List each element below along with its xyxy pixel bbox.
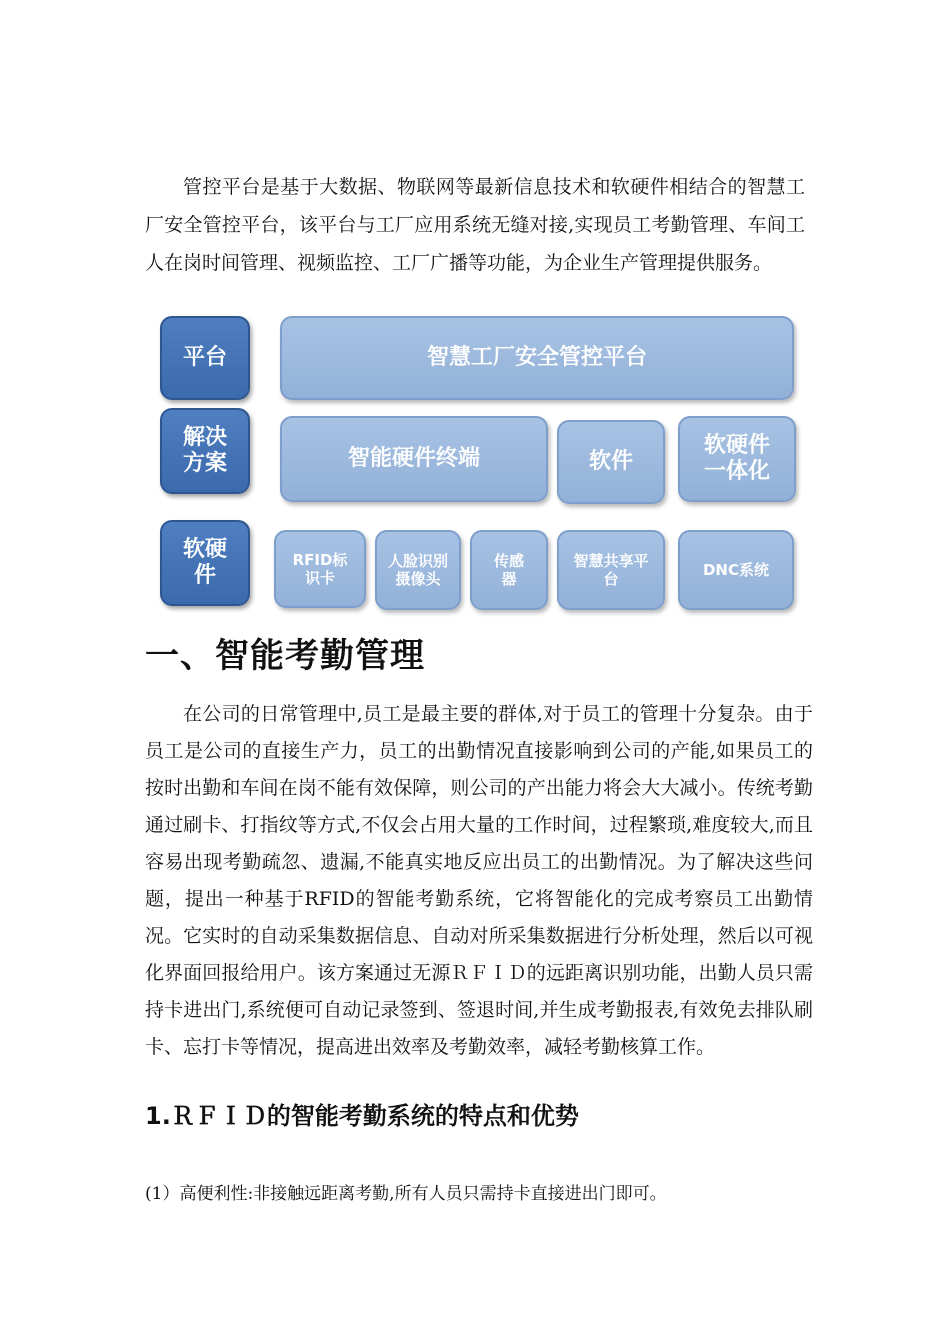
intro-paragraph: 管控平台是基于大数据、物联网等最新信息技术和软硬件相结合的智慧工厂安全管控平台，该平台与工厂应用系统无缝对接,实现员工考勤管理、车间工人在岗时间管理、视频监控、工厂广播等功能，为企业生产管理提供服务。 <box>145 176 805 274</box>
hardware-item-sharing-platform-text: 智慧共享平台 <box>573 552 649 588</box>
platform-item-smart-factory: 智慧工厂安全管控平台 <box>280 316 794 400</box>
row-label-solution-text: 解决方案 <box>182 425 227 476</box>
row-label-solution <box>160 408 250 494</box>
hardware-item-sharing-platform <box>557 530 665 610</box>
hardware-item-rfid-card <box>274 530 366 608</box>
hardware-item-sensor <box>470 530 548 610</box>
row-label-hardware-text: 软硬件 <box>182 537 227 588</box>
solution-item-integrated <box>678 416 796 502</box>
hardware-item-sensor-text: 传感器 <box>493 552 524 588</box>
hardware-item-dnc-system: DNC系统 <box>678 530 794 610</box>
solution-item-software: 软件 <box>557 420 665 504</box>
row-label-hardware <box>160 520 250 606</box>
hardware-item-rfid-card-text: RFID标识卡 <box>292 551 348 587</box>
subsection-heading-rfid-features: 1.ＲＦＩＤ的智能考勤系统的特点和优势 <box>145 1102 579 1130</box>
hardware-item-face-camera <box>375 530 461 610</box>
feature-item: (1）高便利性:非接触远距离考勤,所有人员只需持卡直接进出门即可。 <box>145 1184 667 1204</box>
attendance-paragraph: 在公司的日常管理中,员工是最主要的群体,对于员工的管理十分复杂。由于员工是公司的直接生产力，员工的出勤情况直接影响到公司的产能,如果员工的按时出勤和车间在岗不能有效保障，则公司的产出能力将会大大减小。传统考勤通过刷卡、打指纹等方式,不仅会占用大量的工作时间，过程繁琐,难度较大,而且容易出现考勤疏忽、遗漏,不能真实地反应出员工的出勤情况。为了解决这些问题，提出一种基于RFID的智能考勤系统，它将智能化的完成考察员工出勤情况。它实时的自动采集数据信息、自动对所采集数据进行分析处理，然后以可视化界面回报给用户。该方案通过无源ＲＦＩＤ的远距离识别功能，出勤人员只需持卡进出门,系统便可自动记录签到、签退时间,并生成考勤报表,有效免去排队刷卡、忘打卡等情况，提高进出效率及考勤效率，减轻考勤核算工作。 <box>145 703 813 1058</box>
section-heading-attendance: 一、智能考勤管理 <box>145 636 425 676</box>
solution-item-integrated-text: 软硬件一体化 <box>703 433 770 484</box>
solution-item-hardware-terminal: 智能硬件终端 <box>280 416 548 502</box>
hardware-item-face-camera-text: 人脸识别摄像头 <box>387 552 448 588</box>
platform-architecture-diagram <box>0 0 950 620</box>
row-label-platform: 平台 <box>160 316 250 400</box>
